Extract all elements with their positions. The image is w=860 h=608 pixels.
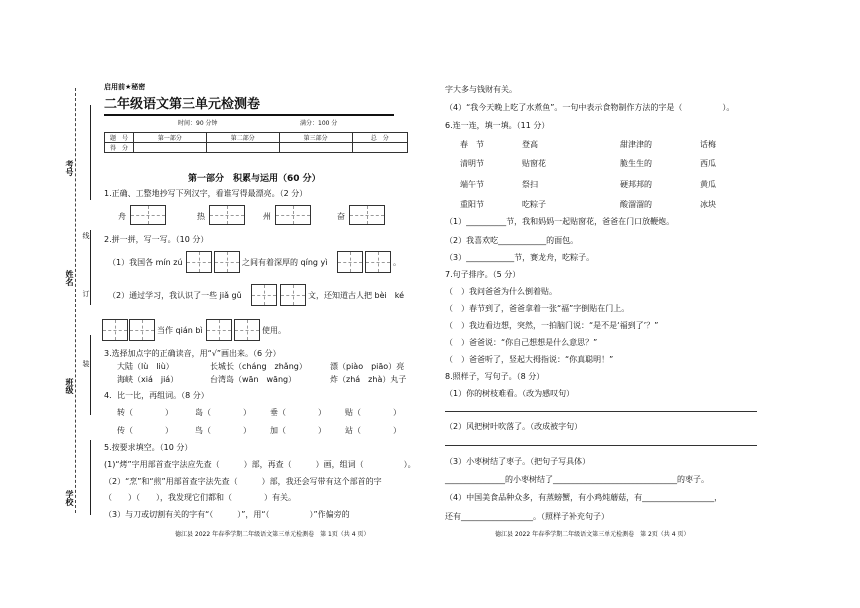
custom-item[interactable]: 祭扫 [522,180,538,189]
q3-option[interactable]: 长城长（cháng zhǎng） [210,362,307,371]
exam-time: 时间：90 分钟 [178,120,218,127]
q8-sentence-3: （3）小枣树结了枣子。（把句子写具体） [445,457,591,466]
secret-mark: 启用前★秘密 [104,83,146,91]
answer-line[interactable] [445,411,757,412]
score-header-cell: 题 号 [105,133,134,143]
q2-line2-a: （2）通过学习，我认识了一些 jiǎ gǔ [108,291,242,300]
q4-item[interactable]: 站（ ） [345,426,401,435]
q4-item[interactable]: 鸟（ ） [195,426,251,435]
q5-line2: （2）“烹”和“煎”用部首查字法先查（ ）部，我还会写带有这个部首的字 [104,477,382,486]
q6-title: 6.连一连，填一填。（11 分） [445,121,550,130]
pinyin-grid[interactable] [365,251,391,273]
writing-grid[interactable] [275,205,311,225]
q7-item[interactable]: （ ）我问爸爸为什么倒着贴。 [445,287,557,296]
title-underline [104,114,394,116]
fill-line-xuexiao [90,440,91,515]
fill-line-xingming [90,230,91,305]
pinyin-grid[interactable] [337,251,363,273]
q3-option[interactable]: 大陆（lù liù） [117,362,174,371]
q2-line2-b: 文，还知道古人把 bèi ké [308,291,405,300]
q6-fill-3[interactable]: （3）____________节，赛龙舟，吃粽子。 [445,253,595,262]
q7-item[interactable]: （ ）爸爸听了，竖起大拇指说：“你真聪明！” [445,355,614,364]
q2-line1-b: 之间有着深厚的 qíng yì [242,258,328,267]
q4-item[interactable]: 贴（ ） [345,408,401,417]
adjective-item[interactable]: 脆生生的 [620,159,652,168]
q5-line4: （3）与刀或切割有关的字有“（ ）”，用“（ ）”作偏旁的 [104,510,350,519]
food-item[interactable]: 话梅 [700,140,716,149]
cut-mark-ding: 订 [82,290,90,297]
q8-sentence-4[interactable]: （4）中国美食品种众多，有蒸螃蟹，有小鸡炖蘑菇，有__________________， [445,493,723,502]
q2-line3-b: 使用。 [262,326,286,335]
score-header-cell: 第一部分 [134,133,207,143]
exam-full-score: 满分：100 分 [300,120,338,127]
pinyin-grid[interactable] [234,319,260,341]
right-continuation: 字大多与钱财有关。 [445,85,517,94]
q3-option[interactable]: 海峡（xiá jiá） [117,375,179,384]
festival-item[interactable]: 重阳节 [460,200,484,209]
binding-line [75,88,76,513]
q2-title: 2.拼一拼，写一写。（10 分） [104,235,209,244]
page-title: 二年级语文第三单元检测卷 [104,97,261,112]
q4-title: 4．比一比，再组词。（8 分） [104,391,209,400]
q7-title: 7.句子排序。（5 分） [445,270,521,279]
q1-char: 舟 [118,212,126,221]
pinyin-grid[interactable] [186,251,212,273]
adjective-item[interactable]: 硬邦邦的 [620,180,652,189]
adjective-item[interactable]: 甜津津的 [620,140,652,149]
label-kaohao: 考号 [65,160,74,176]
q5-title: 5.按要求填空。（10 分） [104,443,193,452]
q6-fill-2[interactable]: （2）我喜欢吃____________的面包。 [445,236,579,245]
score-header-cell: 第二部分 [206,133,279,143]
writing-grid[interactable] [130,205,166,225]
q5-4: （4）“我今天晚上吃了水煮鱼”。一句中表示食物制作方法的字是（ ）。 [445,103,735,112]
fill-line-kaohao [90,105,91,200]
q4-item[interactable]: 转（ ） [117,408,173,417]
score-table [104,132,408,153]
q8-sentence-3-fill[interactable]: _______________的小枣树结了_______________________________的枣子。 [445,475,709,484]
food-item[interactable]: 黄瓜 [700,180,716,189]
q1-title: 1.正确、工整地抄写下列汉字，看谁写得最漂亮。（2 分） [104,189,308,198]
score-cell[interactable] [134,143,207,153]
custom-item[interactable]: 登高 [522,140,538,149]
footer-page1: 德江县 2022 年春季学期二年级语文第三单元检测卷 第 1页（共 4 页） [175,531,370,538]
score-header-cell: 第三部分 [279,133,352,143]
score-cell[interactable] [279,143,352,153]
q5-line1: (1)“烤”字用部首查字法应先查（ ）部，再查（ ）画，组词（ ）。 [104,460,416,469]
q2-line1-a: （1）我国各 mín zú [108,258,183,267]
pinyin-grid[interactable] [214,251,240,273]
writing-grid[interactable] [209,205,245,225]
q8-title: 8.照样子，写句子。（8 分） [445,372,545,381]
q7-item[interactable]: （ ）爸爸说：“你自己想想是什么意思？” [445,338,598,347]
q8-sentence-4-fill[interactable]: 还有__________________。（照样子补充句子） [445,512,609,521]
score-cell[interactable] [352,143,407,153]
custom-item[interactable]: 吃粽子 [522,200,546,209]
label-xuexiao: 学校 [65,490,74,506]
q2-line3-a: 当作 qián bì [157,326,203,335]
pinyin-grid[interactable] [129,319,155,341]
q2-line1-c: 。 [393,258,401,267]
cut-mark-zhuang: 装 [82,360,90,367]
q7-item[interactable]: （ ）春节到了，爸爸拿着一张“福”字倒贴在门上。 [445,304,630,313]
food-item[interactable]: 西瓜 [700,159,716,168]
q4-item[interactable]: 传（ ） [117,426,173,435]
q6-fill-1[interactable]: （1）__________节，我和妈妈一起贴窗花，爸爸在门口放鞭炮。 [445,217,675,226]
footer-page2: 德江县 2022 年春季学期二年级语文第三单元检测卷 第 2页（共 4 页） [495,531,690,538]
q4-item[interactable]: 岛（ ） [195,408,251,417]
answer-line[interactable] [445,445,757,446]
score-cell[interactable] [206,143,279,153]
score-header-cell: 总 分 [352,133,407,143]
q4-item[interactable]: 垂（ ） [270,408,326,417]
q8-sentence-1: （1）你的树枝难看。（改为感叹句） [445,389,575,398]
q8-sentence-2: （2）风把树叶吹落了。（改成被字句） [445,422,583,431]
q1-char: 热 [197,212,205,221]
festival-item[interactable]: 端午节 [460,180,484,189]
q3-option[interactable]: 台湾岛（wān wāng） [210,375,297,384]
adjective-item[interactable]: 酸溜溜的 [620,200,652,209]
q3-title: 3.选择加点字的正确读音，用“√”画出来。（6 分） [104,349,281,358]
q3-option[interactable]: 炸（zhá zhà）丸子 [330,375,407,384]
cut-mark-xian: 线 [82,232,90,239]
food-item[interactable]: 冰块 [700,200,716,209]
label-banji: 班级 [65,378,74,394]
q5-line3: （ ）（ ），我发现它们都和（ ）有关。 [104,493,296,502]
custom-item[interactable]: 贴窗花 [522,159,546,168]
part1-heading: 第一部分 积累与运用（60 分） [188,174,321,184]
pinyin-grid[interactable] [280,284,306,306]
label-xingming: 姓名 [65,270,74,286]
q1-char: 奋 [337,212,345,221]
q1-char: 州 [263,212,271,221]
q3-option[interactable]: 漂（piào piāo）亮 [330,362,405,371]
pinyin-grid[interactable] [102,319,128,341]
q7-item[interactable]: （ ）我边看边想，突然，一拍脑门说：“是不是‘福到了’？” [445,321,659,330]
writing-grid[interactable] [349,205,385,225]
festival-item[interactable]: 春 节 [460,140,484,149]
fill-line-banji [90,335,91,415]
pinyin-grid[interactable] [251,284,277,306]
score-row-label: 得 分 [105,143,134,153]
festival-item[interactable]: 清明节 [460,159,484,168]
q4-item[interactable]: 加（ ） [270,426,326,435]
pinyin-grid[interactable] [206,319,232,341]
